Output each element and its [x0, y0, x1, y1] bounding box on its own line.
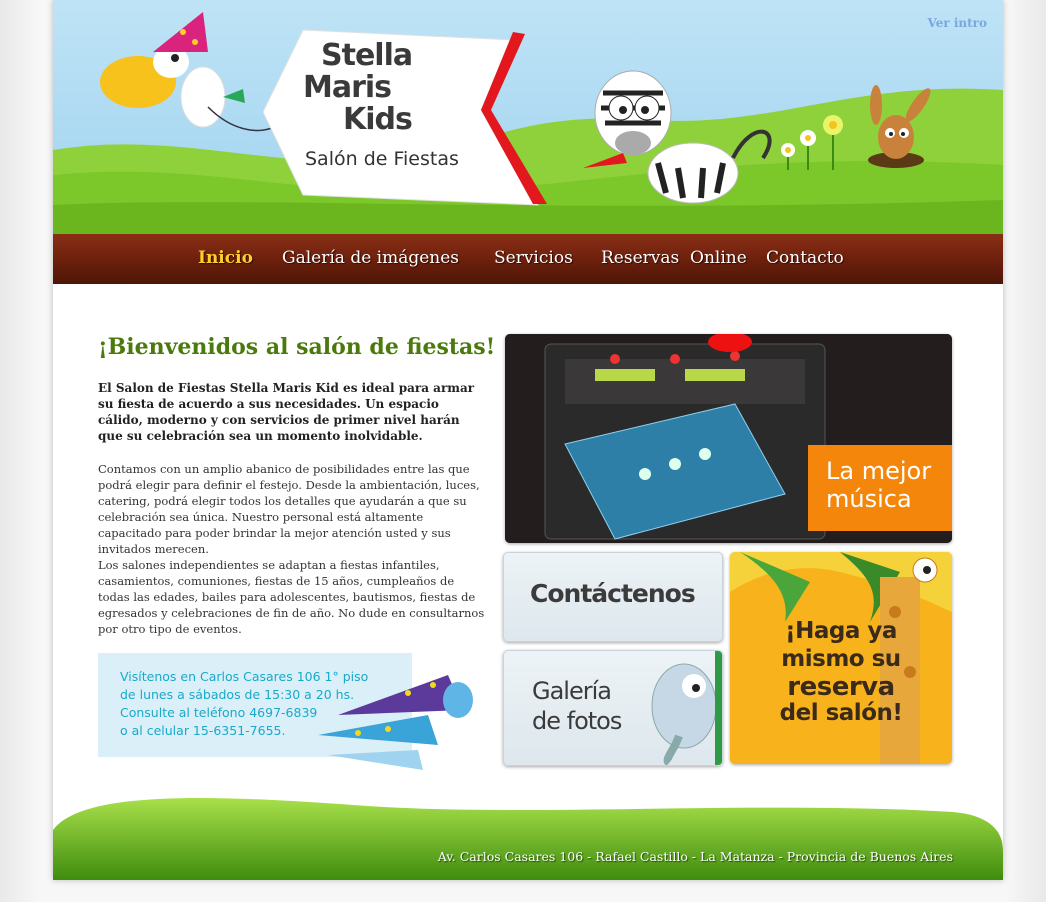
footer [53, 790, 1003, 880]
reserve-line-3: reserva [787, 672, 895, 702]
visit-phone: Consulte al teléfono 4697-6839 [120, 705, 318, 720]
contact-panel-button[interactable] [503, 552, 723, 642]
footer-address: Av. Carlos Casares 106 - Rafael Castillo - La Matanza - Provincia de Buenos Aires [437, 849, 953, 864]
welcome-title: ¡Bienvenidos al salón de fiestas! [98, 334, 496, 360]
visit-cell: o al celular 15-6351-7655. [120, 723, 286, 738]
logo-line-3: Kids [343, 102, 412, 137]
nav-item-contacto[interactable]: Contacto [766, 248, 844, 268]
description-paragraph-2: Los salones independientes se adaptan a fiestas infantiles, casamientos, comuniones, fiestas de 15 años, cumpleaños de todas las edades, bailes para adolescentes, bautismos, fiestas de egresados y celebraciones de fin de año. No dude en consultarnos por otro tipo de eventos. [98, 558, 485, 636]
nav-item-servicios[interactable]: Servicios [494, 248, 573, 268]
reserve-line-4: del salón! [779, 700, 903, 726]
nav-item-galeria[interactable]: Galería de imágenes [282, 248, 460, 268]
footer-hill [53, 790, 1003, 880]
music-tag [808, 445, 952, 531]
party-horns-image [308, 655, 483, 780]
bunny-mascot-image [858, 85, 938, 170]
elephant-mascot-image [639, 651, 723, 765]
gallery-panel-button[interactable] [503, 650, 723, 766]
logo-line-1: Stella [321, 38, 413, 73]
intro-paragraph: El Salon de Fiestas Stella Maris Kid es ideal para armar su fiesta de acuerdo a sus necesidades. Un espacio cálido, moderno y con servicios de primer nivel harán que su celebración sea un momento inolvidable. [98, 381, 475, 443]
visit-address: Visítenos en Carlos Casares 106 1° piso [120, 669, 369, 684]
reserve-line-2: mismo su [781, 646, 901, 672]
music-panel[interactable] [505, 334, 952, 543]
reserve-line-1: ¡Haga ya [785, 618, 897, 644]
zebra-mascot-image [583, 58, 783, 218]
music-tag-line-2: música [826, 485, 912, 513]
visit-hours: de lunes a sábados de 15:30 a 20 hs. [120, 687, 355, 702]
music-tag-line-1: La mejor [826, 457, 932, 485]
nav-item-inicio[interactable]: Inicio [198, 248, 253, 268]
logo-line-2: Maris [303, 70, 392, 105]
ver-intro-link[interactable]: Ver intro [927, 16, 987, 30]
contact-panel-label: Contáctenos [530, 579, 695, 608]
gallery-panel-line-2: de fotos [532, 707, 622, 735]
main-nav [53, 234, 1003, 284]
flowers-image [773, 110, 863, 170]
header-banner [53, 0, 1003, 234]
reserve-panel-button[interactable] [730, 552, 952, 764]
gallery-panel-line-1: Galería [532, 677, 611, 705]
description-paragraph-1: Contamos con un amplio abanico de posibilidades entre las que podrá elegir para definir el festejo. Desde la ambientación, luces, catering, podrá elegir todos los detalles que ayudarán a que su celebración sea única. Nuestro personal está altamente capacitado para poder brindar la mejor atención usted y sus invitados merecen. [98, 462, 480, 556]
page [53, 0, 1003, 880]
nav-item-reservas-online[interactable]: Reservas Online [601, 248, 747, 268]
logo-subtitle: Salón de Fiestas [305, 148, 459, 170]
